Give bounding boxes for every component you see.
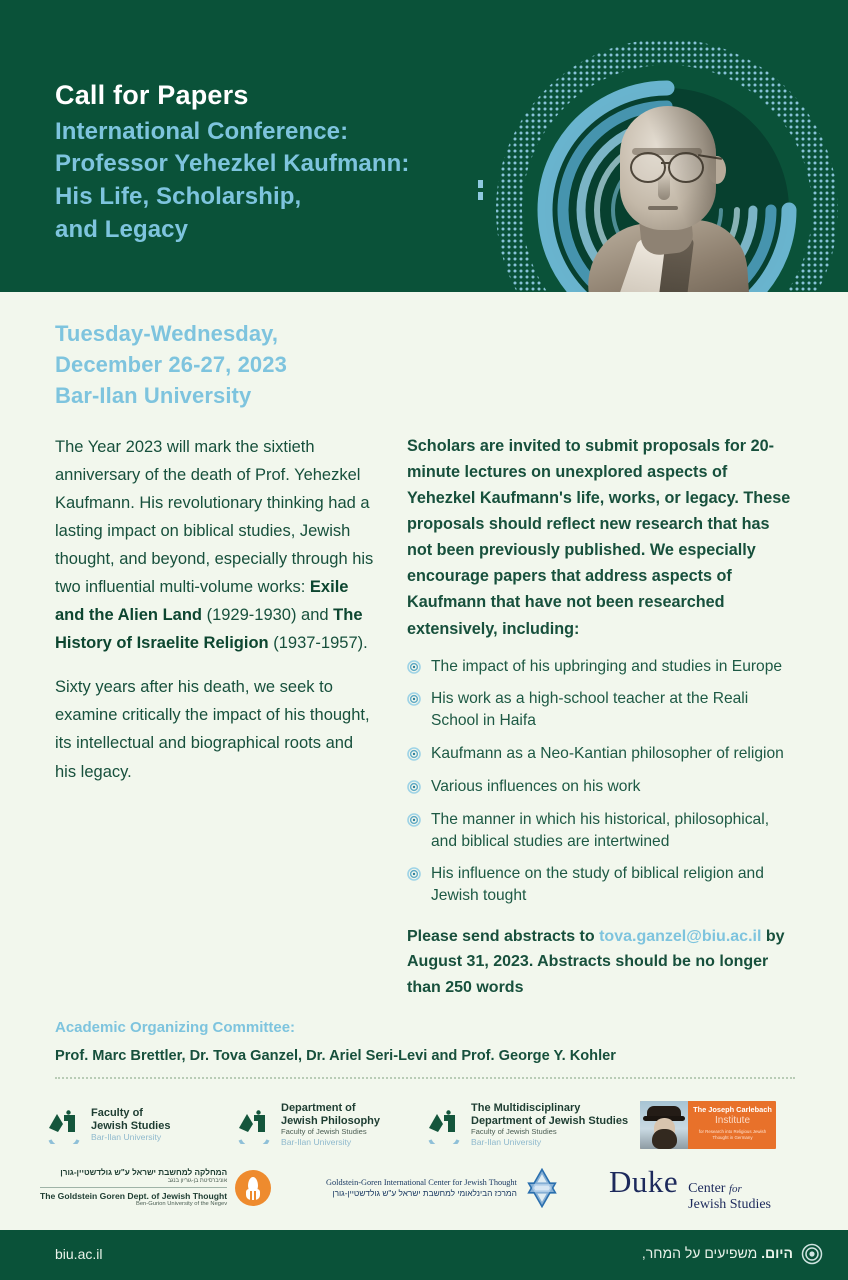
logo-line-1: The Multidisciplinary bbox=[471, 1101, 581, 1114]
duke-for-word: for bbox=[728, 1182, 742, 1195]
footer-tagline bbox=[642, 1245, 793, 1261]
topic-label: His work as a high-school teacher at the Reali School in Haifa bbox=[431, 690, 749, 730]
topic-label: Various influences on his work bbox=[431, 777, 641, 795]
logo-row-primary bbox=[45, 1094, 805, 1156]
concentric-circles-icon bbox=[407, 746, 421, 760]
submission-intro: Scholars are invited to submit proposals for 20-minute lectures on unexplored aspects of Yehezkel Kaufmann's life, works, or legacy. These proposals should reflect new research that has not been previously published. We especially encourage papers that address aspects of Kaufmann that have not been researched extensively, including: bbox=[407, 437, 791, 638]
duke-wordmark: Duke bbox=[609, 1163, 679, 1199]
concentric-circles-icon bbox=[407, 691, 421, 705]
ggc-text bbox=[326, 1177, 517, 1199]
logo-faculty-of-jewish-studies bbox=[45, 1106, 235, 1144]
bgu-hebrew-1: המחלקה למחשבת ישראל ע"ש גולדשטיין-גורן bbox=[60, 1168, 228, 1178]
carlebach-text bbox=[688, 1101, 776, 1149]
topics-list bbox=[407, 656, 797, 907]
concentric-circles-icon bbox=[801, 1243, 823, 1265]
logo-line-3: Bar-Ilan University bbox=[471, 1137, 542, 1148]
logo-line-1b: Jewish Philosophy bbox=[281, 1114, 381, 1127]
call-for-papers-kicker: Call for Papers bbox=[55, 80, 249, 110]
topic-label: His influence on the study of biblical religion and Jewish tought bbox=[431, 865, 764, 905]
duke-subtext bbox=[688, 1181, 771, 1212]
abstract-email-link[interactable]: tova.ganzel@biu.ac.il bbox=[599, 928, 762, 946]
bar-ilan-mark-icon bbox=[45, 1106, 83, 1144]
topic-label: The impact of his upbringing and studies in Europe bbox=[431, 657, 783, 675]
purpose-paragraph: Sixty years after his death, we seek to examine critically the impact of his thought, its intellectual and biographical roots and his legacy. bbox=[55, 678, 370, 781]
book-title-exile: Exile and the Alien Land bbox=[55, 578, 349, 625]
bgu-divider bbox=[40, 1187, 227, 1188]
right-text-column bbox=[407, 433, 797, 1000]
concentric-circles-icon bbox=[407, 779, 421, 793]
logo-text bbox=[471, 1102, 628, 1148]
bgu-text bbox=[40, 1168, 227, 1207]
ggc-english: Goldstein-Goren International Center for Jewish Thought bbox=[326, 1177, 517, 1187]
concentric-circles-icon bbox=[407, 866, 421, 880]
bar-ilan-mark-icon bbox=[425, 1106, 463, 1144]
logo-line-1b: Jewish Studies bbox=[91, 1119, 171, 1132]
header-title-block bbox=[55, 78, 409, 246]
background-paragraph bbox=[55, 433, 375, 657]
duke-jewish-studies-line: Jewish Studies bbox=[688, 1196, 771, 1212]
list-item bbox=[407, 863, 797, 907]
carlebach-line-2: Institute bbox=[714, 1115, 751, 1127]
conference-title-line-4: and Legacy bbox=[55, 215, 189, 243]
website-link[interactable]: biu.ac.il bbox=[55, 1246, 103, 1262]
list-item bbox=[407, 809, 797, 853]
bgu-english-2: Ben-Gurion University of the Negev bbox=[135, 1200, 228, 1207]
topic-label: The manner in which his historical, philosophical, and biblical studies are intertwined bbox=[431, 810, 770, 850]
conference-title-line-2: Professor Yehezkel Kaufmann: bbox=[55, 150, 410, 178]
bgu-hebrew-2: אוניברסיטת בן-גוריון בנגב bbox=[167, 1178, 228, 1185]
list-item bbox=[407, 776, 797, 798]
conference-title-line-1: International Conference: bbox=[55, 117, 349, 145]
abstracts-prefix: Please send abstracts to bbox=[407, 928, 600, 946]
left-text-column bbox=[55, 433, 375, 802]
carlebach-line-1: The Joseph Carlebach bbox=[693, 1105, 772, 1114]
ggc-hebrew: המרכז הבינלאומי למחשבת ישראל ע"ש גולדשטיין-גורן bbox=[332, 1188, 517, 1198]
star-of-david-icon bbox=[522, 1168, 562, 1208]
bgu-english-1: The Goldstein Goren Dept. of Jewish Thought bbox=[40, 1190, 228, 1201]
logo-line-3: Bar-Ilan University bbox=[91, 1132, 162, 1143]
logo-department-of-jewish-philosophy bbox=[235, 1102, 425, 1148]
background-text-2: (1929-1930) and bbox=[201, 606, 334, 625]
event-venue: Bar-Ilan University bbox=[55, 383, 252, 409]
duke-center-word: Center bbox=[688, 1180, 726, 1196]
logo-row-secondary bbox=[40, 1158, 810, 1218]
book-title-history: The History of Israelite Religion bbox=[55, 606, 363, 653]
bar-ilan-mark-icon bbox=[235, 1106, 273, 1144]
carlebach-line-3: for Research into Religious Jewish Thought in Germany bbox=[698, 1129, 767, 1140]
list-item bbox=[407, 656, 797, 678]
concentric-circles-icon bbox=[407, 659, 421, 673]
conference-title-line-3: His Life, Scholarship, bbox=[55, 182, 302, 210]
logo-line-2: Faculty of Jewish Studies bbox=[471, 1127, 557, 1137]
logo-text bbox=[281, 1102, 380, 1148]
poster-header bbox=[0, 0, 848, 292]
topic-label: Kaufmann as a Neo-Kantian philosopher of religion bbox=[431, 745, 784, 763]
event-days: Tuesday-Wednesday, bbox=[55, 321, 279, 346]
committee-title: Academic Organizing Committee: bbox=[55, 1019, 296, 1036]
list-item bbox=[407, 743, 797, 765]
tagline-regular: משפיעים על המחר, bbox=[641, 1245, 758, 1261]
event-date: December 26-27, 2023 bbox=[55, 352, 287, 378]
kaufmann-portrait bbox=[582, 90, 752, 292]
event-details bbox=[55, 318, 287, 412]
logo-multidisciplinary-department bbox=[425, 1102, 640, 1148]
abstracts-suffix: by August 31, 2023. Abstracts should be no longer than 250 words bbox=[407, 928, 785, 996]
logo-ben-gurion-goldstein-goren-dept bbox=[40, 1168, 308, 1207]
background-text-3: (1937-1957). bbox=[268, 634, 368, 653]
list-item bbox=[407, 688, 797, 732]
logo-line-1: Department of bbox=[281, 1101, 356, 1114]
logo-duke-center-for-jewish-studies bbox=[609, 1164, 771, 1212]
concentric-circles-icon bbox=[407, 812, 421, 826]
logo-line-1: Faculty of bbox=[91, 1106, 143, 1119]
portrait-graphic bbox=[470, 28, 848, 292]
divider bbox=[55, 1077, 795, 1080]
committee-names: Prof. Marc Brettler, Dr. Tova Ganzel, Dr. Ariel Seri-Levi and Prof. George Y. Kohler bbox=[55, 1048, 616, 1064]
abstract-submission-info bbox=[407, 924, 797, 1000]
tagline-bold: היום. bbox=[761, 1245, 793, 1261]
logo-joseph-carlebach-institute bbox=[640, 1101, 776, 1149]
logo-line-3: Bar-Ilan University bbox=[281, 1137, 352, 1148]
duke-center-line bbox=[688, 1181, 771, 1197]
logo-line-1b: Department of Jewish Studies bbox=[471, 1114, 629, 1127]
poster-footer bbox=[0, 1230, 848, 1280]
logo-goldstein-goren-international-center bbox=[326, 1168, 591, 1208]
carlebach-portrait bbox=[640, 1101, 688, 1149]
logo-text bbox=[91, 1107, 170, 1143]
background-text-1: The Year 2023 will mark the sixtieth anniversary of the death of Prof. Yehezkel Kaufmann. His revolutionary thinking had a lasting impact on biblical studies, Jewish thought, and beyond, especially through his two influential multi-volume works: bbox=[55, 438, 374, 597]
flame-icon bbox=[235, 1170, 271, 1206]
logo-line-2: Faculty of Jewish Studies bbox=[281, 1127, 367, 1137]
organizing-committee bbox=[55, 1019, 795, 1064]
